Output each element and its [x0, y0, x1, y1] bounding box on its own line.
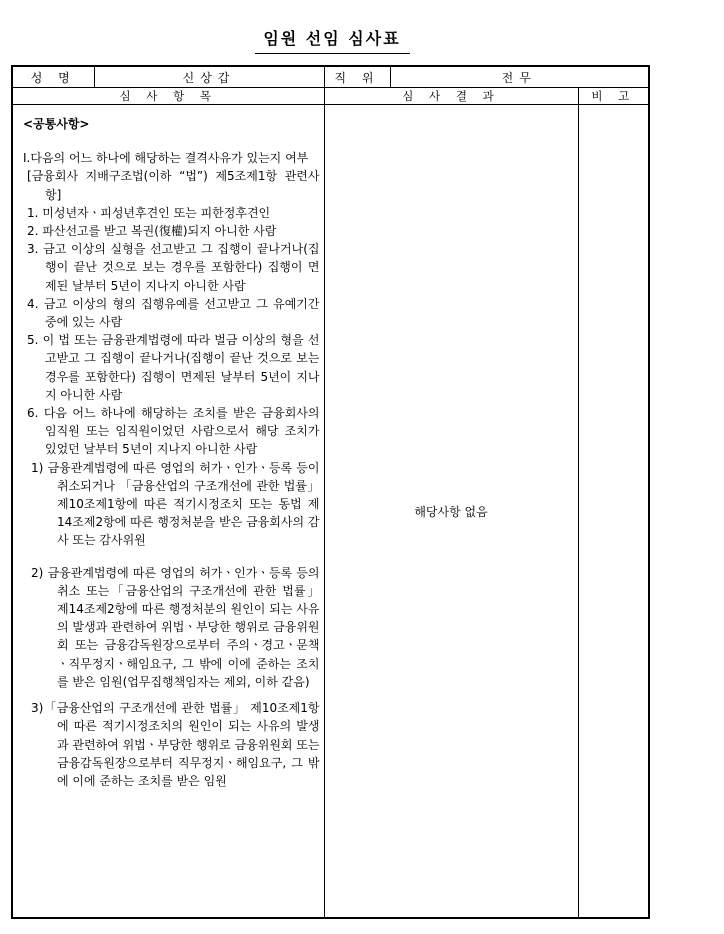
note-header: 비 고: [578, 88, 649, 105]
position-label: 직 위: [324, 66, 390, 88]
list-item: 5. 이 법 또는 금융관계법령에 따라 벌금 이상의 형을 선고받고 그 집행이 끝나거나(집행이 끝난 것으로 보는 경우를 포함한다) 집행이 면제된 날부터 5년이 지나지 아니한 사람: [27, 333, 320, 402]
review-table: [11, 65, 650, 919]
items-header: 심 사 항 목: [12, 88, 324, 105]
list-item: 1. 미성년자ㆍ피성년후견인 또는 피한정후견인: [27, 205, 271, 220]
list-item: 2. 파산선고를 받고 복권(復權)되지 아니한 사람: [27, 224, 277, 239]
page-title: 임원 선임 심사표: [263, 29, 401, 48]
position-value: 전무: [390, 66, 649, 88]
result-header: 심 사 결 과: [324, 88, 578, 105]
review-result-cell: 해당사항 없음: [324, 105, 578, 919]
sub-list-item: 2) 금융관계법령에 따른 영업의 허가ㆍ인가ㆍ등록 등의 취소 또는「금융산업의 구조개선에 관한 법률」 제14조제2항에 따른 행정처분의 원인이 되는 사유의 발생과 관련하여 위법ㆍ부당한 행위로 금융위원회 또는 금융감독원장으로부터 주의ㆍ경고ㆍ문책ㆍ직무정지ㆍ해임요구, 그 밖에 이에 준하는 조치를 받은 임원(업무집행책임자는 제외, 이하 같음): [31, 565, 320, 689]
list-item: 3. 금고 이상의 실형을 선고받고 그 집행이 끝나거나(집행이 끝난 것으로 보는 경우를 포함한다) 집행이 면제된 날부터 5년이 지나지 아니한 사람: [27, 242, 320, 293]
question-1: Ⅰ.다음의 어느 하나에 해당하는 결격사유가 있는지 여부: [23, 151, 309, 166]
review-items-cell: [12, 105, 324, 919]
name-value: 신상갑: [94, 66, 324, 88]
list-item: 6. 다음 어느 하나에 해당하는 조치를 받은 금융회사의 임직원 또는 임직원이었던 사람으로서 해당 조치가 있었던 날부터 5년이 지나지 아니한 사람: [27, 406, 320, 457]
note-cell: [578, 105, 649, 919]
content-row: [12, 105, 649, 919]
title-underline: [255, 53, 410, 54]
column-header-row: [12, 88, 649, 105]
sub-list-item: 3)「금융산업의 구조개선에 관한 법률」 제10조제1항에 따른 적기시정조치의 원인이 되는 사유의 발생과 관련하여 위법ㆍ부당한 행위로 금융위원회 또는 금융감독원장으로부터 직무정지ㆍ해임요구, 그 밖에 이에 준하는 조치를 받은 임원: [31, 701, 320, 788]
section-heading: <공통사항>: [23, 117, 90, 131]
question-1-reference: [금융회사 지배구조법(이하 “법”) 제5조제1항 관련사항]: [27, 169, 320, 202]
list-item: 4. 금고 이상의 형의 집행유예를 선고받고 그 유예기간 중에 있는 사람: [27, 296, 320, 330]
info-row: [12, 66, 649, 88]
name-label: 성 명: [12, 66, 94, 88]
sub-list-item: 1) 금융관계법령에 따른 영업의 허가ㆍ인가ㆍ등록 등이 취소되거나 「금융산업의 구조개선에 관한 법률」 제10조제1항에 따른 적기시정조치 또는 동법 제14조제2항에 따른 행정처분을 받은 금융회사의 감사 또는 감사위원: [31, 460, 320, 548]
